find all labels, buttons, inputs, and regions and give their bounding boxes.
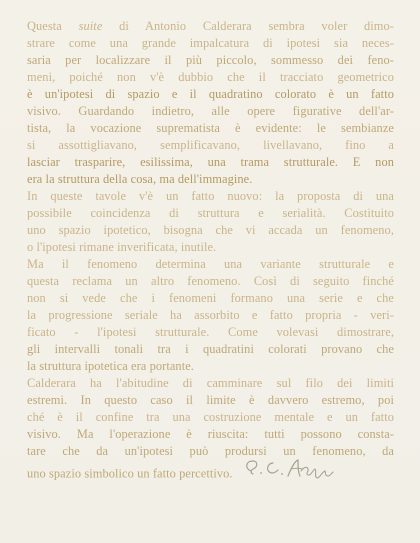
- text-line-18: la progressione seriale ha assorbito e fatto propria - veri-: [27, 308, 394, 322]
- line-1-end: di Antonio Calderara sembra voler dimo-: [102, 19, 394, 33]
- text-line-7: tista, la vocazione suprematista è evidente: le sembianze: [27, 121, 394, 135]
- text-line-26: tare che da un'ipotesi può prodursi un fenomeno, da: [27, 444, 394, 458]
- text-line-5: è un'ipotesi di spazio e il quadratino colorato è un fatto: [27, 87, 394, 101]
- text-line-17: non si vede che i fenomeni formano una serie e che: [27, 291, 394, 305]
- text-line-20: gli intervalli tonali tra i quadratini colorati provano che: [27, 342, 394, 356]
- text-line-1: [27, 18, 394, 35]
- text-line-10: era la struttura della cosa, ma dell'immagine.: [27, 172, 253, 186]
- text-line-27: [27, 460, 394, 481]
- text-line-4: meni, poiché non v'è dubbio che il tracciato geometrico: [27, 70, 394, 84]
- text-line-3: saria per localizzare il più piccolo, sommesso dei feno-: [27, 53, 394, 67]
- line-1-start: Questa: [27, 19, 79, 33]
- text-line-16: questa reclama un altro fenomeno. Così di seguito finché: [27, 274, 394, 288]
- text-line-8: si assottigliavano, semplificavano, livellavano, fino a: [27, 138, 394, 152]
- text-line-22: Calderara ha l'abitudine di camminare sul filo dei limiti: [27, 376, 394, 390]
- text-line-15: Ma il fenomeno determina una variante strutturale e: [27, 257, 394, 271]
- text-line-9: lasciar trasparire, esilissima, una trama strutturale. E non: [27, 155, 394, 169]
- text-line-14: o l'ipotesi rimane inverificata, inutile.: [27, 240, 217, 254]
- text-line-21: la struttura ipotetica era portante.: [27, 359, 194, 373]
- text-line-6: visivo. Guardando indietro, alle opere figurative dell'ar-: [27, 104, 394, 118]
- signature-mark: [243, 458, 335, 487]
- text-line-19: ficato - l'ipotesi strutturale. Come volevasi dimostrare,: [27, 325, 394, 339]
- signature-graphic: [243, 458, 335, 482]
- closing-text: uno spazio simbolico un fatto percettivo.: [27, 466, 233, 481]
- text-line-25: visivo. Ma l'operazione è riuscita: tutti possono consta-: [27, 427, 394, 441]
- text-line-2: strare come una grande impalcatura di ipotesi sia neces-: [27, 36, 394, 50]
- text-line-23: estremi. In questo caso il limite è davvero estremo, poi: [27, 393, 394, 407]
- italic-word-suite: suite: [78, 19, 103, 33]
- text-line-12: possibile coincidenza di struttura e serialità. Costituito: [27, 206, 394, 220]
- text-line-24: ché è il confine tra una costruzione mentale e un fatto: [27, 410, 394, 424]
- text-line-11: In queste tavole v'è un fatto nuovo: la proposta di una: [27, 189, 394, 203]
- essay-text: [27, 18, 394, 481]
- text-line-13: uno spazio ipotetico, bisogna che vi accada un fenomeno,: [27, 223, 394, 237]
